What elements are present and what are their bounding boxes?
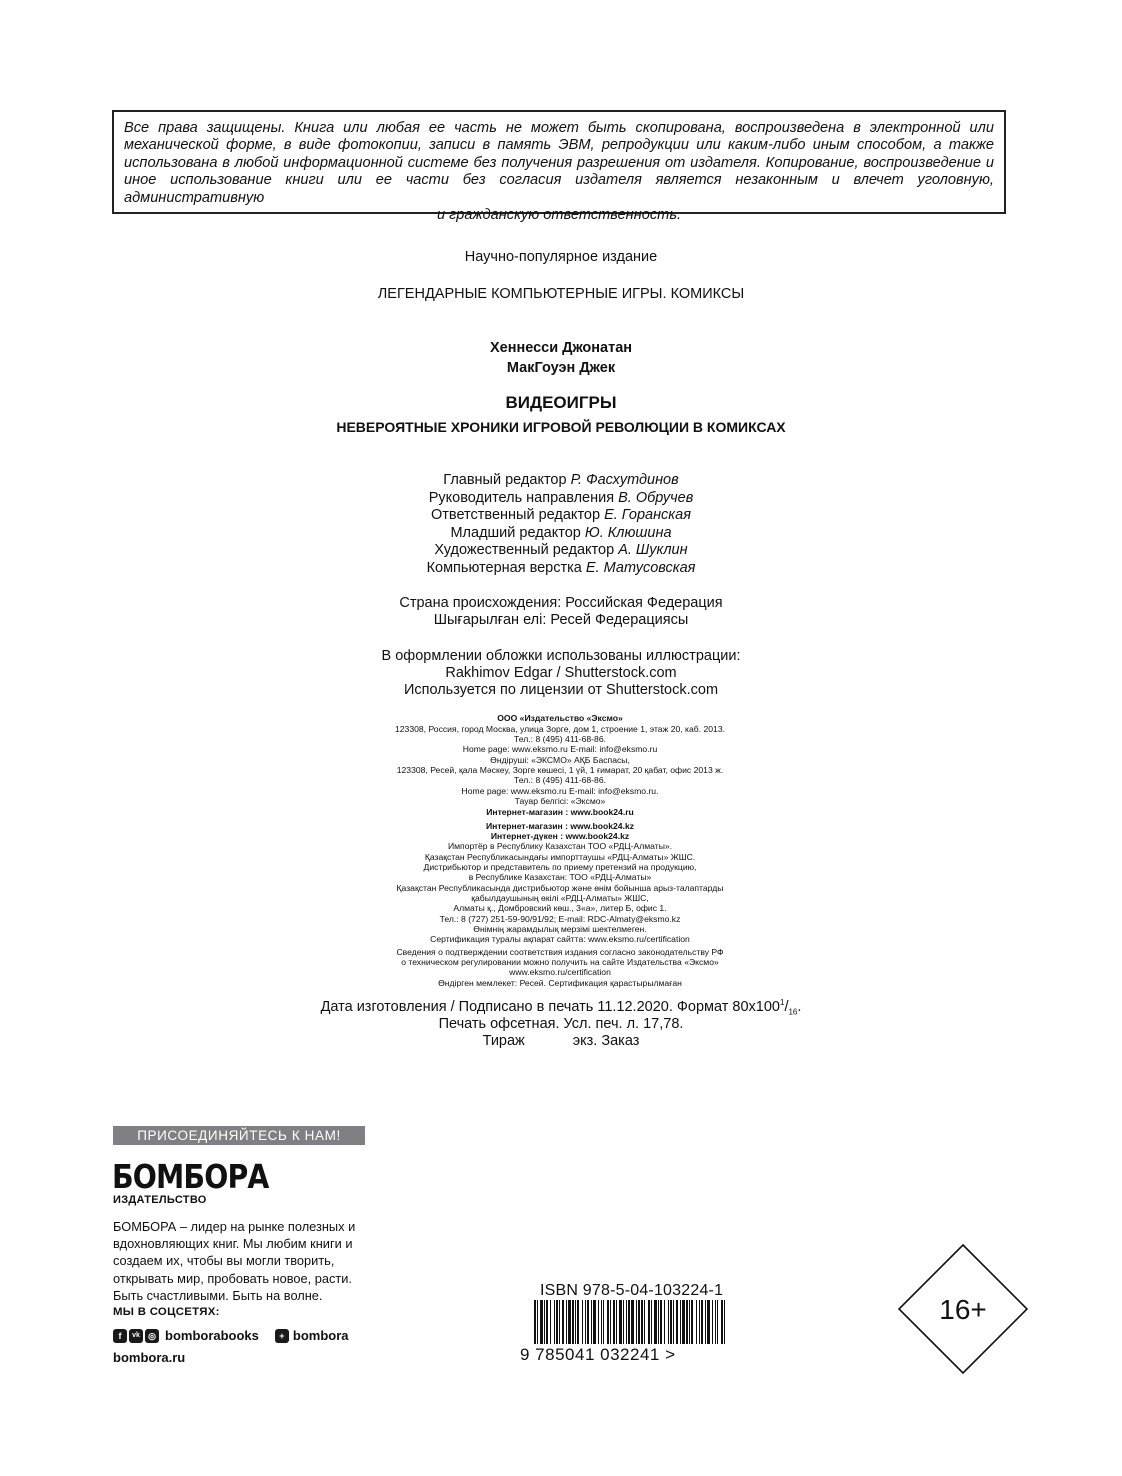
barcode-bar xyxy=(585,1300,586,1344)
author-2: МакГоуэн Джек xyxy=(506,360,616,376)
rights-notice-box xyxy=(112,110,1006,224)
rights-notice-last-line: и гражданскую ответственность. xyxy=(436,207,682,224)
imprint-line: Тел.: 8 (727) 251-59-90/91/92; E-mail: RDC-Almaty@eksmo.kz xyxy=(439,914,681,924)
imprint-line: Сертификация туралы ақпарат сайтта: www.eksmo.ru/certification xyxy=(430,934,690,944)
print-date-format: Дата изготовления / Подписано в печать 11.12.2020. Формат $80x100^1/_{16}$. xyxy=(320,998,802,1017)
imprint-line: Тел.: 8 (495) 411-68-86. xyxy=(514,775,606,785)
barcode-bar xyxy=(717,1300,718,1344)
barcode-bar xyxy=(644,1300,645,1344)
imprint-line: Өнімнің жарамдылық мерзімі шектелмеген. xyxy=(473,924,647,934)
staff-line: Компьютерная верстка Е. Матусовская xyxy=(426,560,696,576)
imprint-line: ООО «Издательство «Эксмо» xyxy=(497,713,623,723)
imprint-line: Интернет-магазин : www.book24.kz xyxy=(485,821,635,831)
barcode-digits: 9 785041 032241 > xyxy=(520,1345,676,1364)
imprint-line: 123308, Ресей, қала Мәскеу, Зорге көшесі, 1 үй, 1 ғимарат, 20 қабат, офис 2013 ж. xyxy=(396,765,724,775)
barcode-bar xyxy=(636,1300,637,1344)
rights-notice-text: Все права защищены. Книга или любая ее часть не может быть скопирована, воспроизведена в электронной или механической форме, в виде фотокопии, записи в память ЭВМ, репродукции или каким-либо иным способом, а также использована в любой информационной системе без получения разрешения от издателя. Копирование, воспроизведение и иное использование книги или ее части без согласия издателя является незаконным и влечет уголовную, административную xyxy=(124,120,994,206)
barcode-bar xyxy=(699,1300,700,1344)
cover-credit: Rakhimov Edgar / Shutterstock.com xyxy=(445,665,677,681)
barcode-bar xyxy=(587,1300,589,1344)
barcode-bar xyxy=(680,1300,681,1344)
bombora-logo: БОМБОРА xyxy=(112,1157,269,1196)
barcode-bar xyxy=(668,1300,669,1344)
print-run: Тираж экз. Заказ xyxy=(482,1033,640,1049)
imprint-line: Интернет-магазин : www.book24.ru xyxy=(486,807,634,817)
barcode-bar xyxy=(572,1300,574,1344)
barcode-bar xyxy=(696,1300,697,1344)
barcode-bar xyxy=(566,1300,567,1344)
imprint-line: Тел.: 8 (495) 411-68-86. xyxy=(514,734,606,744)
barcode-bar xyxy=(670,1300,672,1344)
origin-country: Страна происхождения: Российская Федерация xyxy=(399,595,723,611)
barcode-bar xyxy=(537,1300,538,1344)
website-link[interactable]: bombora.ru xyxy=(113,1350,186,1365)
social-links xyxy=(113,1328,349,1343)
barcode-bar xyxy=(544,1300,545,1344)
cover-credit: Используется по лицензии от Shutterstock.com xyxy=(403,682,719,698)
barcode-bar xyxy=(556,1300,558,1344)
barcode-bar xyxy=(654,1300,657,1344)
imprint-line: о техническом регулировании можно получить на сайте Издательства «Эксмо» xyxy=(401,957,719,967)
print-type: Печать офсетная. Усл. печ. л. 17,78. xyxy=(438,1016,684,1032)
edition-type: Научно-популярное издание xyxy=(464,249,658,265)
barcode-bar xyxy=(673,1300,674,1344)
barcode-bar xyxy=(689,1300,690,1344)
barcode-bar xyxy=(559,1300,560,1344)
barcode-bar xyxy=(686,1300,688,1344)
origin-country-kz: Шығарылған елі: Ресей Федерациясы xyxy=(433,612,689,628)
imprint-line: Импортёр в Республику Казахстан ТОО «РДЦ-Алматы». xyxy=(447,841,673,851)
facebook-icon[interactable]: f xyxy=(113,1329,127,1343)
barcode-bar xyxy=(682,1300,685,1344)
barcode-bar xyxy=(593,1300,596,1344)
barcode-bar xyxy=(534,1300,536,1344)
imprint-line: Өндірген мемлекет: Ресей. Сертификация қарастырылмаған xyxy=(438,978,682,988)
imprint-line: Қазақстан Республикасында дистрибьютор және өнім бойынша арыз-талаптарды xyxy=(396,883,724,893)
barcode-bar xyxy=(603,1300,604,1344)
bombora-logo-subtitle: ИЗДАТЕЛЬСТВО xyxy=(113,1194,207,1206)
imprint-line: в Республике Казахстан: ТОО «РДЦ-Алматы» xyxy=(468,872,652,882)
imprint-line: Дистрибьютор и представитель по приему претензий на продукцию, xyxy=(423,862,697,872)
publisher-description: БОМБОРА – лидер на рынке полезных и вдохновляющих книг. Мы любим книги и создаем их, чтобы вы могли творить, открывать мир, пробовать новое, расти. Быть счастливыми. Быть на волне. xyxy=(113,1219,356,1303)
book-title: ВИДЕОИГРЫ xyxy=(505,393,617,412)
social-handle-bomborabooks[interactable]: bomborabooks xyxy=(165,1328,259,1343)
barcode-bar xyxy=(591,1300,592,1344)
imprint-line: 123308, Россия, город Москва, улица Зорге, дом 1, строение 1, этаж 20, каб. 2013. xyxy=(395,724,725,734)
barcode-bar xyxy=(712,1300,713,1344)
barcode-bar xyxy=(568,1300,571,1344)
series-title: ЛЕГЕНДАРНЫЕ КОМПЬЮТЕРНЫЕ ИГРЫ. КОМИКСЫ xyxy=(377,286,745,302)
barcode-bar xyxy=(540,1300,543,1344)
imprint-line: Home page: www.eksmo.ru E-mail: info@eksmo.ru xyxy=(462,744,658,754)
barcode-bar xyxy=(715,1300,716,1344)
barcode-bar xyxy=(554,1300,555,1344)
imprint-line: Тауар белгісі: «Эксмо» xyxy=(514,796,606,806)
barcode-bar xyxy=(648,1300,650,1344)
barcode-bar xyxy=(582,1300,583,1344)
imprint-line: Сведения о подтверждении соответствия издания согласно законодательству РФ xyxy=(396,947,724,957)
barcode-bar xyxy=(598,1300,599,1344)
social-heading: МЫ В СОЦСЕТЯХ: xyxy=(113,1306,220,1318)
age-rating-badge xyxy=(897,1243,1029,1375)
barcode xyxy=(520,1300,730,1344)
barcode-bar xyxy=(601,1300,602,1344)
barcode-bar xyxy=(705,1300,706,1344)
barcode-bar xyxy=(575,1300,576,1344)
barcode-bar xyxy=(607,1300,609,1344)
barcode-bar xyxy=(691,1300,693,1344)
barcode-bar xyxy=(660,1300,662,1344)
imprint-line: Алматы қ., Домбровский көш., 3«а», литер Б, офис 1. xyxy=(453,903,667,913)
barcode-bar xyxy=(562,1300,564,1344)
barcode-bar xyxy=(676,1300,678,1344)
barcode-bar xyxy=(664,1300,665,1344)
imprint-line: Интернет-дүкен : www.book24.kz xyxy=(490,831,630,841)
barcode-bar xyxy=(623,1300,624,1344)
plus-icon[interactable]: + xyxy=(275,1329,289,1343)
age-rating-text: 16+ xyxy=(939,1294,987,1325)
staff-line: Главный редактор Р. Фасхутдинов xyxy=(443,472,679,488)
staff-line: Ответственный редактор Е. Горанская xyxy=(431,507,691,523)
book-subtitle: НЕВЕРОЯТНЫЕ ХРОНИКИ ИГРОВОЙ РЕВОЛЮЦИИ В КОМИКСАХ xyxy=(336,419,786,435)
barcode-bar xyxy=(631,1300,634,1344)
cover-credit: В оформлении обложки использованы иллюстрации: xyxy=(381,648,741,664)
staff-line: Руководитель направления В. Обручев xyxy=(428,490,694,506)
imprint-line: Өндіруші: «ЭКСМО» АҚБ Баспасы, xyxy=(490,755,630,765)
imprint-line: www.eksmo.ru/certification xyxy=(509,967,611,977)
author-1: Хеннесси Джонатан xyxy=(489,340,633,356)
imprint-line: Қазақстан Республикасындағы импорттаушы «РДЦ-Алматы» ЖШС. xyxy=(424,852,696,862)
barcode-bar xyxy=(658,1300,659,1344)
imprint-line: Home page: www.eksmo.ru E-mail: info@eksmo.ru. xyxy=(461,786,659,796)
vk-icon[interactable]: vk xyxy=(129,1329,143,1343)
barcode-bar xyxy=(641,1300,643,1344)
staff-line: Младший редактор Ю. Клюшина xyxy=(450,525,672,541)
barcode-bar xyxy=(616,1300,617,1344)
barcode-bar xyxy=(626,1300,627,1344)
barcode-bar xyxy=(638,1300,640,1344)
imprint-line: қабылдаушының өкілі «РДЦ-Алматы» ЖШС, xyxy=(471,893,649,903)
barcode-bar xyxy=(701,1300,703,1344)
barcode-bar xyxy=(613,1300,615,1344)
isbn-number: ISBN 978-5-04-103224-1 xyxy=(540,1282,724,1299)
barcode-bar xyxy=(550,1300,551,1344)
join-us-banner: ПРИСОЕДИНЯЙТЕСЬ К НАМ! xyxy=(113,1126,365,1145)
barcode-bar xyxy=(724,1300,725,1344)
barcode-bar xyxy=(546,1300,548,1344)
barcode-bar xyxy=(628,1300,630,1344)
barcode-bar xyxy=(707,1300,710,1344)
barcode-bar xyxy=(619,1300,622,1344)
barcode-bar xyxy=(651,1300,652,1344)
barcode-bar xyxy=(610,1300,611,1344)
instagram-icon[interactable]: ◎ xyxy=(145,1329,159,1343)
barcode-bar xyxy=(721,1300,723,1344)
staff-line: Художественный редактор А. Шуклин xyxy=(434,542,688,558)
social-handle-bombora[interactable]: bombora xyxy=(292,1328,349,1343)
barcode-bar xyxy=(577,1300,579,1344)
